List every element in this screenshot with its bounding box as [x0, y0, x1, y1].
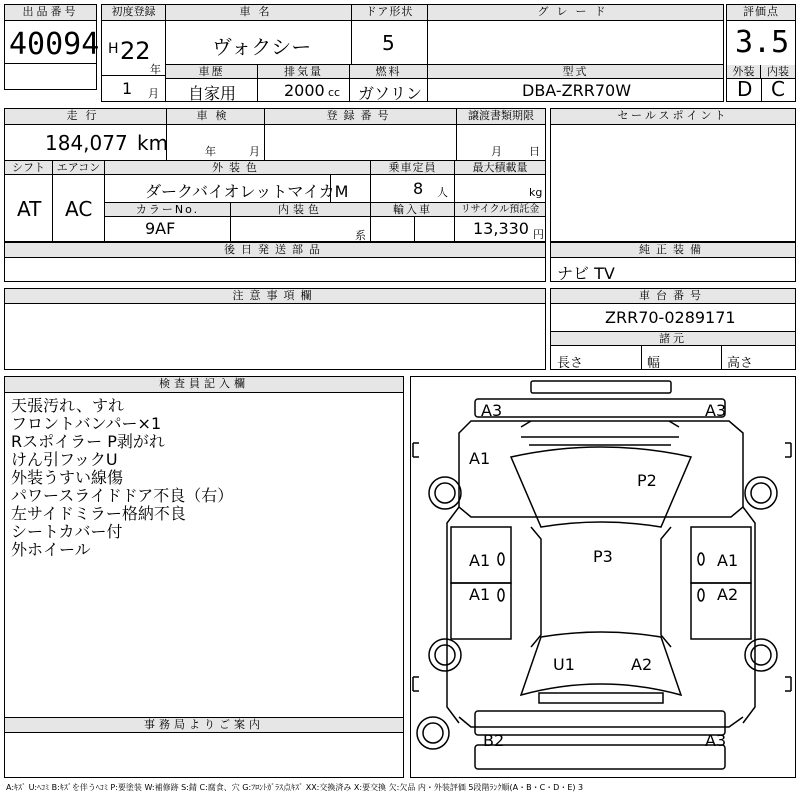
- notes-box: [4, 288, 546, 370]
- color: ダークバイオレットマイカM: [145, 182, 349, 201]
- sales-box: [550, 108, 796, 242]
- recycle: 13,330: [473, 219, 529, 238]
- spec-label: 諸元: [551, 331, 795, 346]
- damage-door-fl: A1: [469, 551, 491, 570]
- score-box: [726, 4, 796, 102]
- transfer-label: 譲渡書類期限: [457, 109, 545, 125]
- chassis-label: 車台番号: [551, 289, 795, 304]
- month: 1: [122, 79, 133, 98]
- interior-grade: C: [771, 77, 785, 101]
- history: 自家用: [188, 84, 237, 103]
- parts-label: 後日発送部品: [5, 243, 545, 258]
- chassis: ZRR70-0289171: [605, 308, 736, 327]
- capacity-label: 乗車定員: [371, 161, 455, 175]
- doors: 5: [382, 31, 395, 55]
- capacity: 8: [413, 179, 424, 198]
- month-unit: 月: [148, 87, 159, 100]
- score-label: 評価点: [727, 5, 795, 21]
- displacement-unit: cc: [328, 86, 341, 99]
- remark-line: パワースライドドア不良（右）: [11, 486, 234, 505]
- transfer-day-unit: 日: [529, 145, 540, 158]
- reg-label: 初度登録: [102, 5, 166, 21]
- main-table-row2: [4, 108, 546, 242]
- damage-rear-right: A2: [631, 655, 653, 674]
- lot-label: 出品番号: [5, 5, 96, 21]
- equipment: ナビ TV: [557, 264, 615, 283]
- name-label: 車名: [166, 5, 352, 21]
- displacement: 2000: [284, 81, 325, 100]
- width-label: 幅: [647, 356, 661, 371]
- damage-front-left: A3: [481, 401, 503, 420]
- year: 22: [120, 37, 151, 65]
- intcolor-cell: [231, 217, 371, 241]
- damage-bumper-rl: B2: [483, 731, 505, 750]
- import-label: 輸入車: [371, 203, 455, 217]
- remark-line: 外ホイール: [11, 540, 91, 559]
- inspector-label: 検査員記入欄: [5, 377, 403, 393]
- ac: AC: [65, 197, 93, 221]
- mileage-label: 走行: [5, 109, 167, 125]
- office-label: 事務局よりご案内: [5, 717, 403, 733]
- year-unit: 年: [150, 63, 161, 76]
- model: DBA-ZRR70W: [522, 81, 632, 100]
- remark-line: 左サイドミラー格納不良: [11, 504, 186, 523]
- regno-cell: [265, 125, 457, 161]
- recycle-unit: 円: [533, 228, 544, 241]
- ac-label: エアコン: [53, 161, 105, 175]
- score: 3.5: [735, 25, 790, 60]
- chassis-box: [550, 288, 796, 370]
- main-table-row1: [101, 4, 724, 102]
- grade-cell: [428, 21, 723, 65]
- equipment-box: [550, 242, 796, 282]
- model-label: 型式: [428, 65, 723, 79]
- history-label: 車歴: [166, 65, 258, 79]
- parts-box: [4, 242, 546, 282]
- legend: A:ｷｽﾞ U:ﾍｺﾐ B:ｷｽﾞを伴うﾍｺﾐ P:要塗装 W:補修跡 S:錆 C:腐食、穴 G:ﾌﾛﾝﾄｶﾞﾗｽ点ｷｽﾞ XX:交換済み X:要交換 欠:欠品 内・外装評価 5段階ﾗﾝｸ順(A・B・C・D・E) 3: [6, 783, 584, 792]
- remark-line: Rスポイラー P剥がれ: [11, 432, 165, 451]
- notes-label: 注意事項欄: [5, 289, 545, 304]
- remark-line: シートカバー付: [11, 522, 123, 541]
- colorno: 9AF: [145, 219, 176, 238]
- equipment-label: 純正装備: [551, 243, 795, 258]
- capacity-unit: 人: [437, 186, 448, 199]
- damage-bumper-rr: A3: [705, 731, 727, 750]
- colorno-label: カラーNo.: [105, 203, 231, 217]
- inspector-box: [4, 376, 404, 778]
- transfer-month-unit: 月: [491, 145, 502, 158]
- damage-roof: P3: [593, 547, 613, 566]
- intcolor-unit: 系: [355, 229, 366, 242]
- car-diagram: [410, 376, 796, 778]
- import-cell: [371, 217, 415, 241]
- lot-box: [4, 4, 100, 90]
- damage-front-right: A3: [705, 401, 727, 420]
- recycle-label: リサイクル預託金: [455, 203, 545, 217]
- damage-hood: P2: [637, 471, 657, 490]
- sales-label: セールスポイント: [551, 109, 795, 125]
- load-label: 最大積載量: [455, 161, 545, 175]
- remark-line: 天張汚れ、すれ: [11, 396, 124, 415]
- interior-grade-label: 内装: [761, 65, 795, 79]
- color-label: 外装色: [105, 161, 371, 175]
- regno-label: 登録番号: [265, 109, 457, 125]
- grade-label: グレード: [428, 5, 723, 21]
- car-name: ヴォクシー: [212, 35, 312, 59]
- exterior-grade: D: [737, 77, 753, 101]
- load-unit: kg: [529, 186, 543, 199]
- remark-line: 外装うすい線傷: [11, 468, 124, 487]
- mileage-unit: km: [137, 131, 169, 155]
- lot-number: 40094: [9, 27, 100, 62]
- remark-line: フロントバンパー×1: [11, 414, 162, 433]
- remark-line: けん引フックU: [11, 450, 118, 469]
- mileage: 184,077: [45, 131, 128, 155]
- intcolor-label: 内装色: [231, 203, 371, 217]
- damage-door-rr: A2: [717, 585, 739, 604]
- import-cell-2: [415, 217, 455, 241]
- inspection-month-unit: 月: [249, 145, 260, 158]
- length-label: 長さ: [557, 356, 584, 371]
- era: H: [108, 41, 119, 57]
- height-label: 高さ: [727, 356, 754, 371]
- damage-door-rl: A1: [469, 585, 491, 604]
- damage-fender-left: A1: [469, 449, 491, 468]
- exterior-grade-label: 外装: [727, 65, 761, 79]
- car-outline-svg: [411, 377, 795, 777]
- door-label: ドア形状: [352, 5, 428, 21]
- inspection-year-unit: 年: [205, 145, 216, 158]
- fuel-label: 燃料: [350, 65, 428, 79]
- displacement-label: 排気量: [258, 65, 350, 79]
- shift-label: シフト: [5, 161, 53, 175]
- inspection-label: 車検: [167, 109, 265, 125]
- shift: AT: [17, 197, 42, 221]
- damage-door-fr: A1: [717, 551, 739, 570]
- damage-rear-left: U1: [553, 655, 575, 674]
- fuel: ガソリン: [358, 84, 423, 103]
